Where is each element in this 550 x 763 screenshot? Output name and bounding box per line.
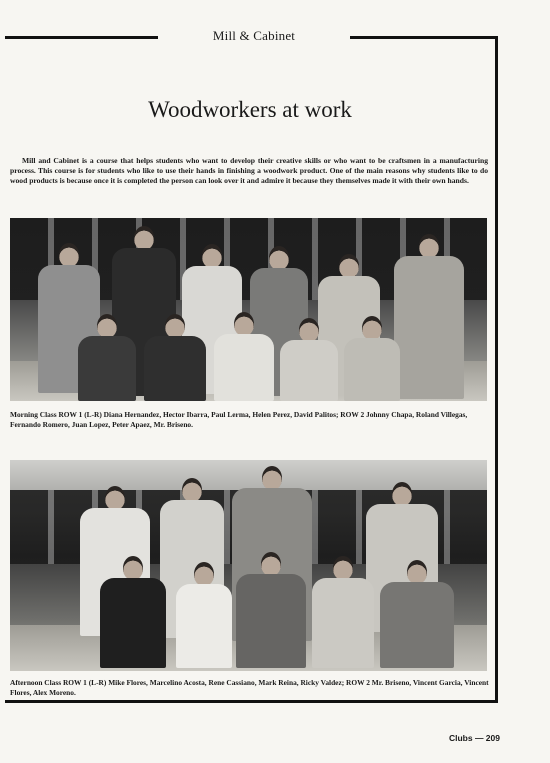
section-label: Mill & Cabinet xyxy=(212,28,296,43)
afternoon-class-photo xyxy=(10,460,487,671)
afternoon-class-caption: Afternoon Class ROW 1 (L-R) Mike Flores, Marcelino Acosta, Rene Cassiano, Mark Reina, Ricky Valdez; ROW 2 Mr. Briseno, Vincent Garcia, Vincent Flores, Alex Moreno. xyxy=(10,678,489,698)
person xyxy=(176,562,232,668)
person xyxy=(236,552,306,668)
person xyxy=(394,234,464,399)
header-rule-left xyxy=(5,36,158,39)
person xyxy=(344,316,400,401)
person xyxy=(214,312,274,401)
person xyxy=(144,314,206,401)
morning-class-photo xyxy=(10,218,487,401)
header-rule-right xyxy=(350,36,498,39)
person xyxy=(380,560,454,668)
person xyxy=(312,556,374,668)
person xyxy=(78,314,136,401)
frame-rule-bottom xyxy=(5,700,498,703)
person xyxy=(100,556,166,668)
morning-class-caption: Morning Class ROW 1 (L-R) Diana Hernandez, Hector Ibarra, Paul Lerma, Helen Perez, David Palitos; ROW 2 Johnny Chapa, Roland Villegas, Fernando Romero, Juan Lopez, Peter Apaez, Mr. Briseno. xyxy=(10,410,468,430)
page-folio: Clubs — 209 xyxy=(448,733,500,743)
person xyxy=(280,318,338,401)
page-title: Woodworkers at work xyxy=(148,97,352,122)
intro-paragraph: Mill and Cabinet is a course that helps students who want to develop their creative skills or who want to be craftsmen in a manufacturing process. This course is for students who like to use their hands in finishing a woodwork product. One of the main reasons why students like to do wood products is because once it is completed the person can look over it and admire it because they themselves made it with their own hands. xyxy=(10,156,488,186)
frame-rule-right xyxy=(495,36,498,702)
